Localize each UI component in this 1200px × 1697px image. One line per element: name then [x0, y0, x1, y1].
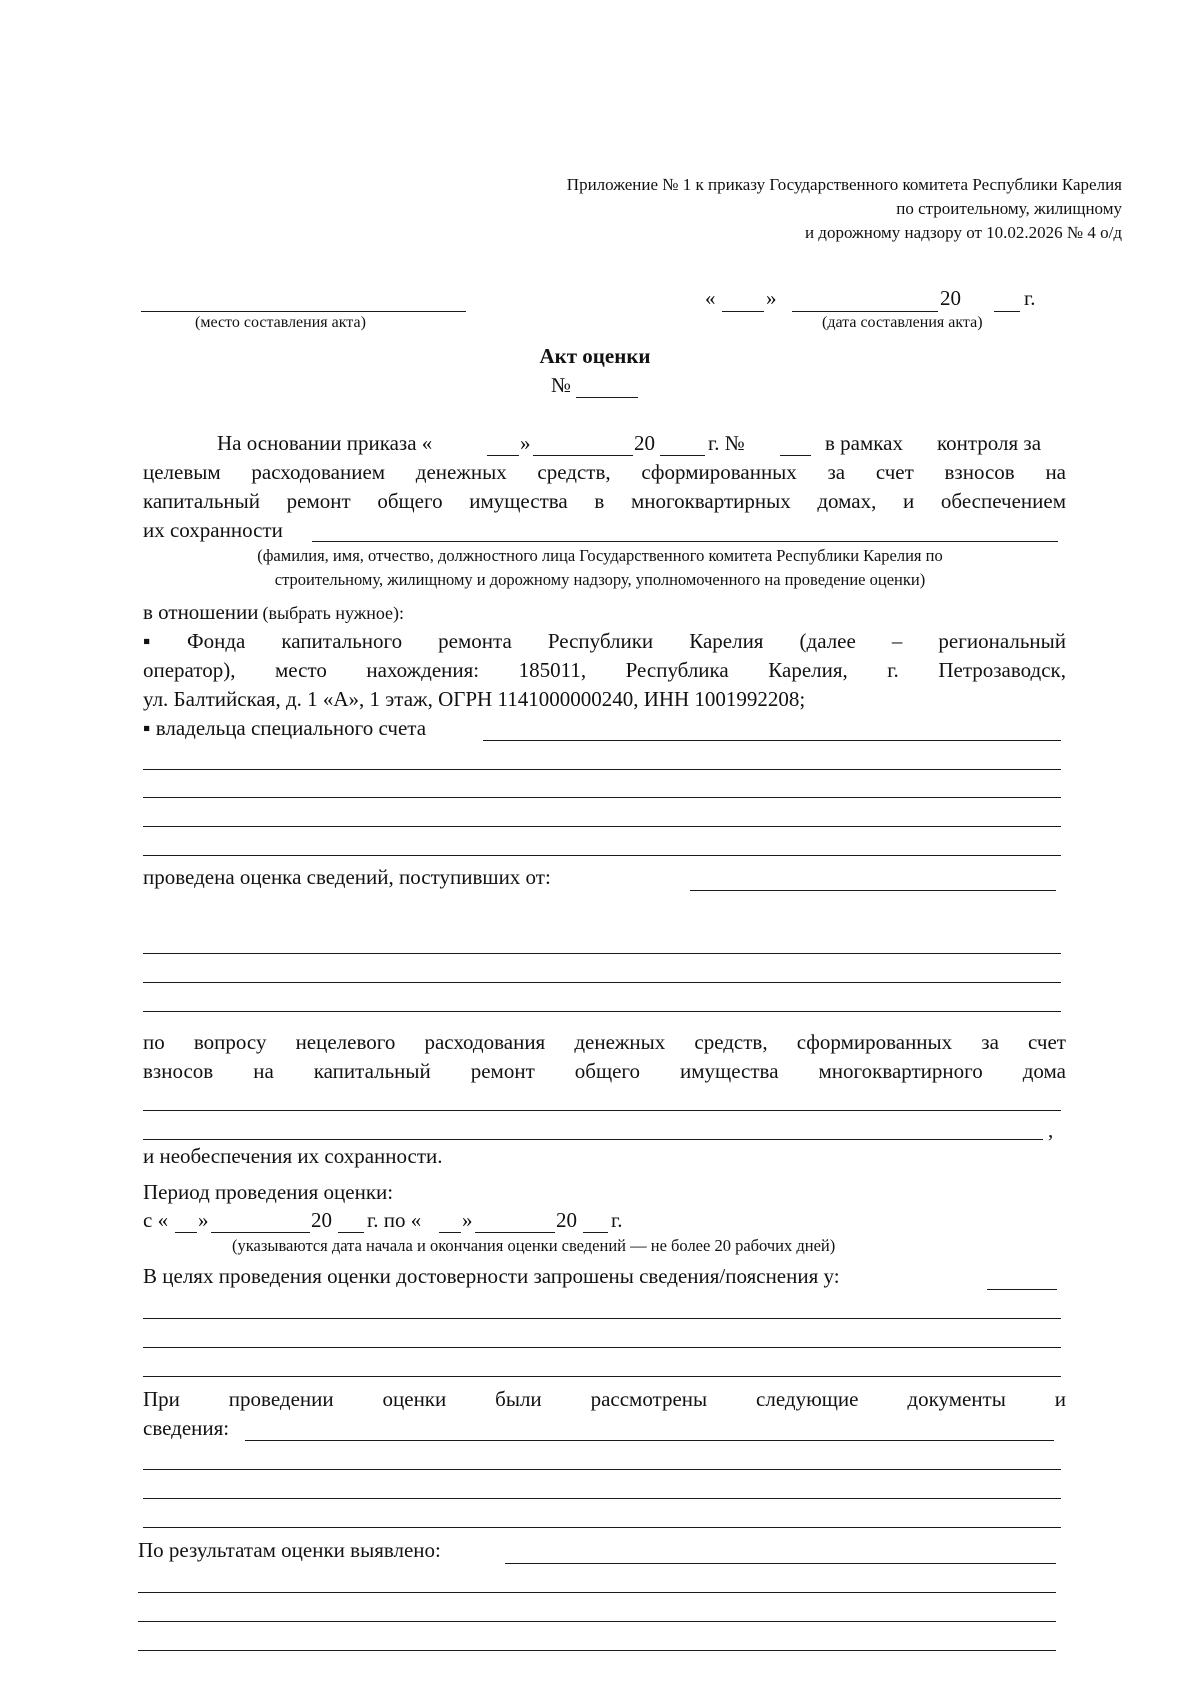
owner-line-3[interactable]	[143, 797, 1061, 798]
requested-field[interactable]	[987, 1289, 1057, 1290]
fund-bullet[interactable]: ▪	[143, 629, 151, 653]
period-g: г.	[611, 1208, 623, 1232]
official-name-field[interactable]	[312, 541, 1058, 542]
period-start-day[interactable]	[175, 1232, 197, 1233]
period-note: (указываются дата начала и окончания оценки сведений — не более 20 рабочих дней)	[232, 1236, 836, 1255]
documents-line-4[interactable]	[143, 1498, 1061, 1499]
basis-l1-f: контроля за	[937, 431, 1042, 455]
header-line-3: и дорожному надзору от 10.02.2026 № 4 о/д	[804, 223, 1122, 242]
house-address-field[interactable]	[143, 1110, 1061, 1111]
basis-l1-d: г. №	[708, 431, 745, 455]
documents-line-5[interactable]	[143, 1527, 1061, 1528]
subject-intro-line	[143, 600, 404, 625]
date-month-field[interactable]	[792, 311, 938, 312]
order-month-field[interactable]	[533, 455, 633, 456]
basis-l1-e: в рамках	[825, 431, 903, 455]
basis-l1-c: 20	[634, 431, 655, 455]
period-start-year[interactable]	[338, 1232, 364, 1233]
owner-line-5[interactable]	[143, 855, 1061, 856]
subject-intro: в отношении	[143, 600, 259, 624]
fund-line-2: оператор), место нахождения: 185011, Республика Карелия, г. Петрозаводск,	[143, 658, 1066, 682]
official-caption-1: (фамилия, имя, отчество, должностного лица Государственного комитета Республики Карелия по	[257, 546, 943, 565]
documents-field[interactable]	[245, 1440, 1054, 1441]
period-y2: 20	[556, 1208, 577, 1232]
question-line-2: взносов на капитальный ремонт общего имущества многоквартирного дома	[143, 1059, 1066, 1083]
owner-field[interactable]	[483, 740, 1061, 741]
owner-option[interactable]: ▪ владельца специального счета	[143, 716, 427, 740]
requested-line-4[interactable]	[143, 1376, 1061, 1377]
order-year-field[interactable]	[660, 455, 705, 456]
fund-line-1: Фонда капитального ремонта Республики Карелия (далее – региональный	[187, 629, 1066, 653]
date-close-quote: »	[766, 286, 777, 310]
requested-line-2[interactable]	[143, 1318, 1061, 1319]
date-year-suffix: г.	[1024, 286, 1036, 310]
question-line-3: и необеспечения их сохранности.	[143, 1144, 443, 1168]
period-end-day[interactable]	[439, 1232, 461, 1233]
order-day-field[interactable]	[487, 455, 519, 456]
period-end-month[interactable]	[475, 1232, 555, 1233]
header-line-2: по строительному, жилищному	[896, 199, 1122, 218]
official-caption-2: строительному, жилищному и дорожному надзору, уполномоченного на проведение оценки)	[274, 570, 926, 589]
results-field[interactable]	[505, 1563, 1056, 1564]
subject-intro-note: (выбрать нужное):	[262, 603, 405, 623]
period-end-year[interactable]	[583, 1232, 608, 1233]
order-number-field[interactable]	[780, 455, 811, 456]
results-line-3[interactable]	[138, 1621, 1056, 1622]
act-number-field[interactable]	[576, 397, 638, 398]
received-line-2[interactable]	[143, 953, 1061, 954]
act-title: Акт оценки	[539, 344, 651, 368]
period-label: Период проведения оценки:	[143, 1180, 394, 1204]
results-line-4[interactable]	[138, 1650, 1056, 1651]
question-comma: ,	[1048, 1118, 1054, 1142]
basis-line-2: целевым расходованием денежных средств, сформированных за счет взносов на	[143, 460, 1066, 484]
basis-l1-b: »	[520, 431, 531, 455]
place-field[interactable]	[141, 311, 466, 312]
date-caption: (дата составления акта)	[822, 314, 983, 331]
requested-label: В целях проведения оценки достоверности запрошены сведения/пояснения у:	[143, 1264, 840, 1288]
date-day-field[interactable]	[722, 311, 764, 312]
received-line-4[interactable]	[143, 1011, 1061, 1012]
period-g-po: г. по «	[367, 1208, 422, 1232]
fund-line-3: ул. Балтийская, д. 1 «А», 1 этаж, ОГРН 1141000000240, ИНН 1001992208;	[143, 687, 806, 711]
period-c: с «	[143, 1208, 169, 1232]
requested-line-3[interactable]	[143, 1347, 1061, 1348]
owner-line-2[interactable]	[143, 769, 1061, 770]
question-line-1: по вопросу нецелевого расходования денежных средств, сформированных за счет	[143, 1030, 1066, 1054]
owner-line-4[interactable]	[143, 826, 1061, 827]
date-year-field[interactable]	[994, 311, 1020, 312]
documents-line-1: При проведении оценки были рассмотрены следующие документы и	[143, 1387, 1066, 1411]
period-start-month[interactable]	[211, 1232, 310, 1233]
header-line-1: Приложение № 1 к приказу Государственного комитета Республики Карелия	[566, 175, 1122, 194]
received-line-3[interactable]	[143, 982, 1061, 983]
basis-line-3: капитальный ремонт общего имущества в многоквартирных домах, и обеспечением	[143, 489, 1066, 513]
period-y1: 20	[311, 1208, 332, 1232]
received-from-field[interactable]	[690, 890, 1056, 891]
date-open-quote: «	[705, 286, 716, 310]
basis-l1-a: На основании приказа «	[217, 431, 433, 455]
basis-line-4: их сохранности	[143, 518, 283, 542]
date-year-prefix: 20	[940, 286, 961, 310]
results-line-2[interactable]	[138, 1592, 1056, 1593]
house-address-field-2[interactable]	[143, 1139, 1043, 1140]
place-caption: (место составления акта)	[195, 314, 366, 331]
period-q2: »	[462, 1208, 473, 1232]
period-q1: »	[198, 1208, 209, 1232]
documents-line-2: сведения:	[143, 1416, 230, 1440]
received-label: проведена оценка сведений, поступивших от:	[143, 865, 551, 889]
documents-line-3[interactable]	[143, 1469, 1061, 1470]
act-number-sign: №	[551, 373, 572, 397]
results-label: По результатам оценки выявлено:	[138, 1538, 441, 1562]
